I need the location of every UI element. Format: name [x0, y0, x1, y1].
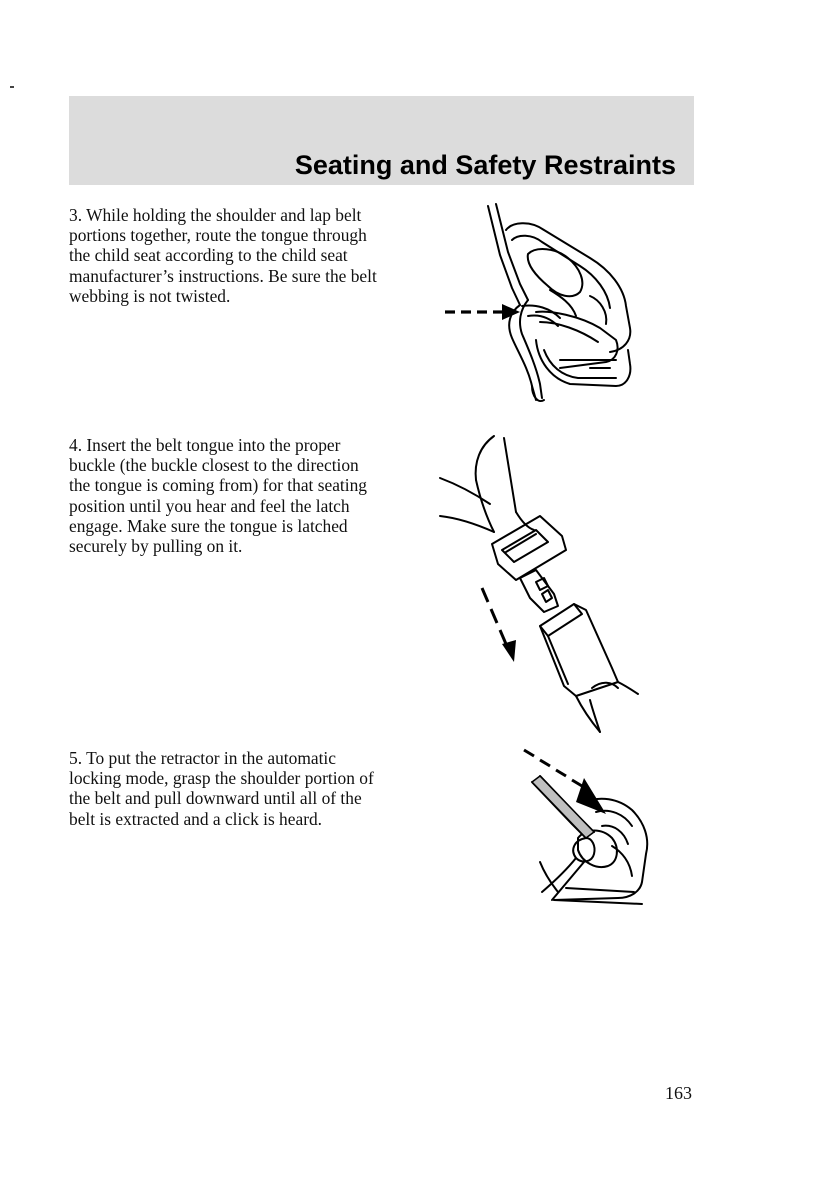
- step-3-instruction: 3. While holding the shoulder and lap belt portions together, route the tongue through the child seat according to the child seat manufacturer’s instructions. Be sure the belt webbing is not twisted.: [69, 205, 377, 306]
- retractor-locking-illustration: [514, 742, 658, 906]
- step-4-instruction: 4. Insert the belt tongue into the proper buckle (the buckle closest to the direction the tongue is coming from) for that seating position until you hear and feel the latch engage. Make sure the tongue is latched securely by pulling on it.: [69, 435, 367, 557]
- belt-tongue-buckle-illustration: [436, 432, 648, 738]
- step-5-instruction: 5. To put the retractor in the automatic locking mode, grasp the shoulder portion of the belt and pull downward until all of the belt is extracted and a click is heard.: [69, 748, 374, 829]
- section-header: [69, 96, 694, 185]
- scan-mark: [10, 86, 14, 88]
- section-title: Seating and Safety Restraints: [294, 150, 676, 180]
- page-number: 163: [665, 1083, 692, 1103]
- child-seat-belt-routing-illustration: [440, 200, 650, 410]
